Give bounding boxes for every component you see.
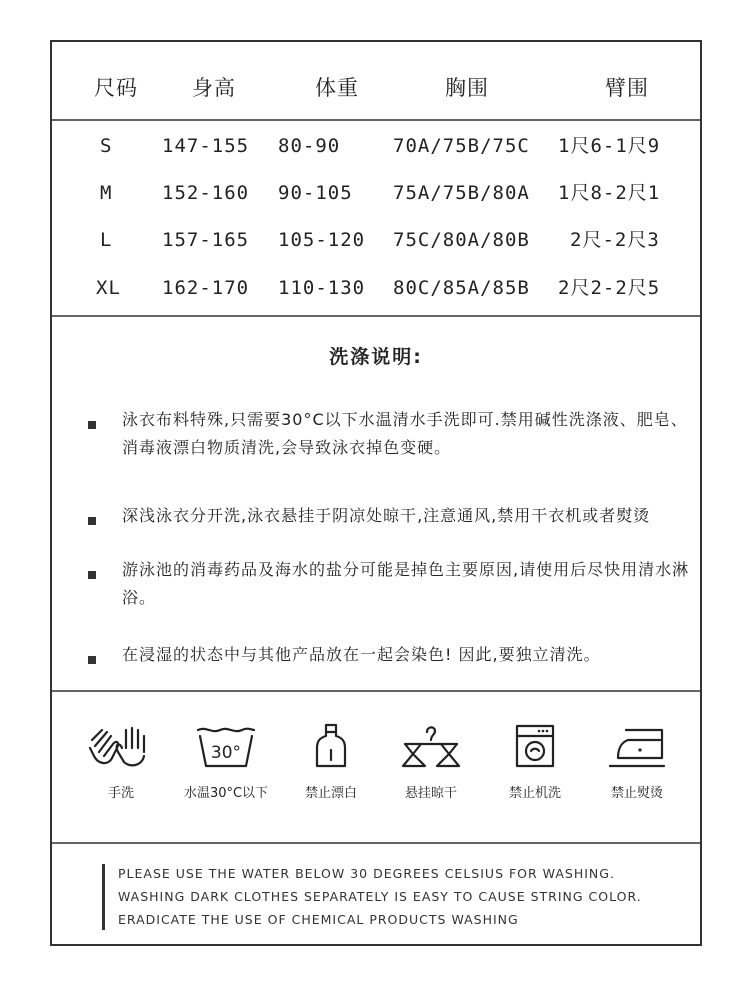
height-cell: 152-160 (162, 182, 250, 204)
bust-cell: 70A/75B/75C (393, 135, 530, 157)
header-arm: 臂围 (605, 76, 649, 100)
care-icon-item (381, 722, 481, 801)
care-icon-label: 水温30°C以下 (183, 786, 269, 801)
care-icon-label: 禁止熨烫 (610, 786, 663, 801)
size-cell: M (100, 182, 113, 204)
care-icons-row (52, 692, 700, 842)
wash-temp-glyph: 30° (210, 743, 242, 763)
bullet-square-icon (88, 656, 96, 664)
table-row (52, 220, 700, 260)
table-row (52, 126, 700, 166)
hand-wash-icon (86, 722, 156, 772)
size-chart-header (52, 68, 700, 108)
care-icon-label: 悬挂晾干 (404, 786, 457, 801)
bullet-square-icon (88, 421, 96, 429)
bust-cell: 80C/85A/85B (393, 277, 530, 299)
care-icon-label: 禁止漂白 (304, 786, 357, 801)
size-cell: L (100, 229, 113, 251)
header-weight: 体重 (315, 76, 359, 100)
no-machine-wash-icon (511, 722, 559, 772)
weight-cell: 110-130 (278, 277, 366, 299)
height-cell: 162-170 (162, 277, 250, 299)
bust-cell: 75A/75B/80A (393, 182, 530, 204)
height-cell: 157-165 (162, 229, 250, 251)
section-divider (52, 315, 700, 317)
arm-cell: 2尺-2尺3 (570, 229, 660, 251)
care-icon-item (71, 722, 171, 801)
english-lines (118, 862, 642, 931)
instruction-text: 深浅泳衣分开洗,泳衣悬挂于阴凉处晾干,注意通风,禁用干衣机或者熨烫 (122, 506, 651, 525)
size-chart (52, 42, 700, 316)
bullet-square-icon (88, 571, 96, 579)
care-label-card (50, 40, 702, 946)
weight-cell: 90-105 (278, 182, 353, 204)
care-icon-item (485, 722, 585, 801)
instruction-text: 泳衣布料特殊,只需要30°C以下水温清水手洗即可.禁用碱性洗涤液、肥皂、消毒液漂白物质清洗,会导致泳衣掉色变硬。 (122, 410, 688, 457)
care-icon-item (281, 722, 381, 801)
instruction-text: 在浸湿的状态中与其他产品放在一起会染色! 因此,要独立清洗。 (122, 645, 601, 664)
care-icon-item (176, 722, 276, 801)
care-icon-item (587, 722, 687, 801)
accent-bar (102, 864, 105, 930)
english-line: ERADICATE THE USE OF CHEMICAL PRODUCTS WASHING (118, 912, 519, 927)
instruction-text: 游泳池的消毒药品及海水的盐分可能是掉色主要原因,请使用后尽快用清水淋浴。 (122, 560, 690, 607)
size-cell: S (100, 135, 113, 157)
weight-cell: 105-120 (278, 229, 366, 251)
bust-cell: 75C/80A/80B (393, 229, 530, 251)
no-bleach-icon (311, 722, 351, 772)
table-row (52, 268, 700, 308)
bullet-square-icon (88, 517, 96, 525)
no-iron-icon (604, 722, 670, 772)
section-divider (52, 842, 700, 844)
height-cell: 147-155 (162, 135, 250, 157)
arm-cell: 1尺6-1尺9 (558, 135, 661, 157)
header-height: 身高 (192, 76, 236, 100)
care-icon-label: 手洗 (107, 786, 134, 801)
care-icon-label: 禁止机洗 (508, 786, 561, 801)
arm-cell: 1尺8-2尺1 (558, 182, 661, 204)
weight-cell: 80-90 (278, 135, 341, 157)
arm-cell: 2尺2-2尺5 (558, 277, 661, 299)
hang-dry-icon (399, 722, 463, 772)
washing-title: 洗涤说明: (329, 346, 423, 368)
english-line: WASHING DARK CLOTHES SEPARATELY IS EASY TO CAUSE STRING COLOR. (118, 889, 642, 904)
header-divider (52, 119, 700, 121)
header-bust: 胸围 (445, 76, 489, 100)
size-cell: XL (96, 277, 121, 299)
table-row (52, 173, 700, 213)
english-line: PLEASE USE THE WATER BELOW 30 DEGREES CELSIUS FOR WASHING. (118, 866, 615, 881)
header-size: 尺码 (94, 76, 138, 100)
wash-30-icon (194, 722, 258, 772)
